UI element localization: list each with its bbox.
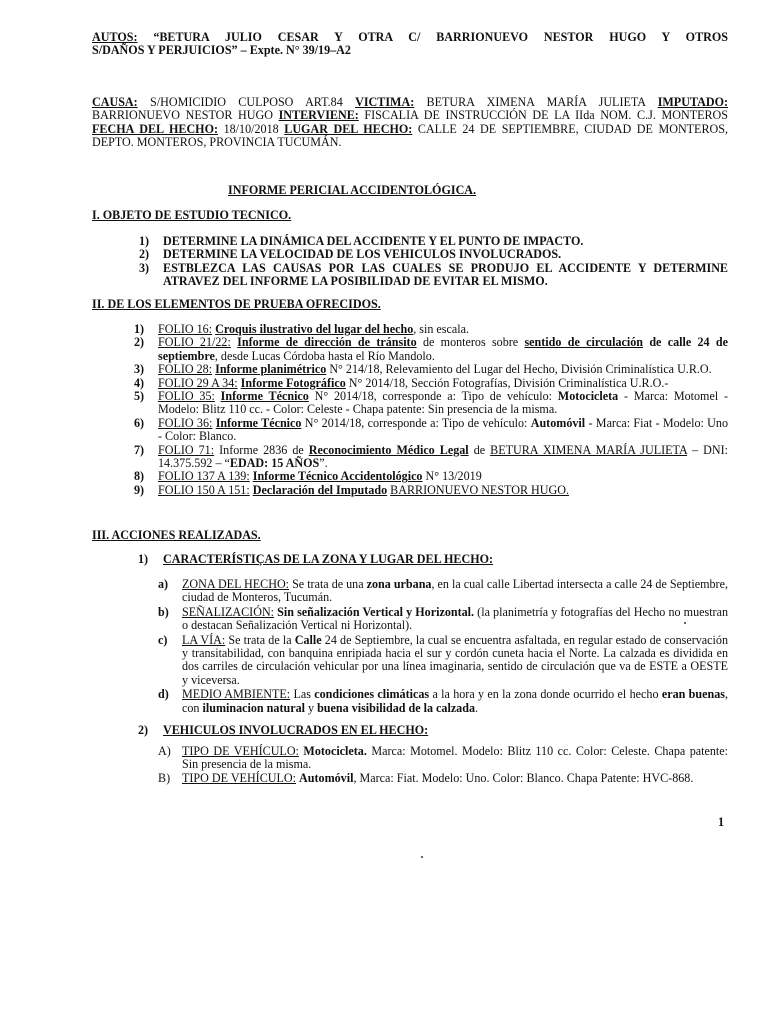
section-2-list xyxy=(134,322,729,497)
list-item: 8) FOLIO 137 A 139: Informe Técnico Accidentológico N° 13/2019 xyxy=(134,469,482,484)
list-item: 4) FOLIO 29 A 34: Informe Fotográfico N° 2014/18, Sección Fotografías, División Criminalística U.R.O.- xyxy=(134,375,669,390)
victima-value: BETURA XIMENA MARÍA JULIETA xyxy=(414,95,646,109)
list-item: 1) DETERMINE LA DINÁMICA DEL ACCIDENTE Y EL PUNTO DE IMPACTO. xyxy=(139,234,584,248)
list-item: c) LA VÍA: Se trata de la Calle 24 de Septiembre, la cual se encuentra asfaltada, en regular estado de conservación y transitabilidad, con banquina enripiada hacia el sur y cordón cuneta hacia el Norte. La calzada es dividida en dos carriles de circulación vehicular por una línea imaginaria, sentido de circulación que va de ESTE a OESTE y viceversa. xyxy=(158,632,728,687)
victima-label: VICTIMA: xyxy=(355,95,415,109)
causa-label: CAUSA: xyxy=(92,95,138,109)
fecha-label: FECHA DEL HECHO: xyxy=(92,121,219,136)
interviene-value: FISCALIA DE INSTRUCCIÓN DE LA IIda NOM. C.J. MONTEROS xyxy=(358,108,729,123)
list-item: 2) DETERMINE LA VELOCIDAD DE LOS VEHICULOS INVOLUCRADOS. xyxy=(139,247,562,262)
scan-speck xyxy=(421,856,423,858)
report-title: INFORME PERICIAL ACCIDENTOLÓGICA. xyxy=(228,183,477,197)
autos-line1: “BETURA JULIO CESAR Y OTRA C/ BARRIONUEVO NESTOR HUGO Y OTROS xyxy=(137,30,728,44)
list-item: A) TIPO DE VEHÍCULO: Motocicleta. Marca: Motomel. Modelo: Blitz 110 cc. Color: Celeste. Chapa patente: Sin presencia de la misma. xyxy=(158,744,728,772)
list-item: 9) FOLIO 150 A 151: Declaración del Imputado BARRIONUEVO NESTOR HUGO. xyxy=(134,482,569,497)
list-item: a) ZONA DEL HECHO: Se trata de una zona urbana, en la cual calle Libertad intersecta a calle 24 de Septiembre, ciudad de Monteros, Tucumán. xyxy=(158,577,728,605)
section-3-heading: III. ACCIONES REALIZADAS. xyxy=(92,528,261,542)
list-item: 7) FOLIO 71: Informe 2836 de Reconocimiento Médico Legal de BETURA XIMENA MARÍA JULIETA – DNI: 14.375.592 – “EDAD: 15 AÑOS”. xyxy=(134,442,728,471)
scan-speck xyxy=(684,622,686,624)
section-1-list xyxy=(139,234,728,289)
section-1-heading: I. OBJETO DE ESTUDIO TECNICO. xyxy=(92,208,292,222)
list-item: 1) FOLIO 16: Croquis ilustrativo del lugar del hecho, sin escala. xyxy=(134,322,469,336)
sub2-number: 2) xyxy=(138,723,149,737)
vehiculos-list xyxy=(158,744,728,785)
list-item: 3) FOLIO 28: Informe planimétrico N° 214/18, Relevamiento del Lugar del Hecho, División Criminalística U.R.O. xyxy=(134,362,712,377)
list-item: 3) ESTBLEZCA LAS CAUSAS POR LAS CUALES SE PRODUJO EL ACCIDENTE Y DETERMINE ATRAVEZ DEL INFORME LA POSIBILIDAD DE EVITAR EL MISMO. xyxy=(139,260,728,289)
expte-number: Expte. N° 39/19–A2 xyxy=(249,43,351,58)
page-number: 1 xyxy=(718,815,725,829)
fecha-value: 18/10/2018 xyxy=(218,121,285,136)
sub2-heading: VEHICULOS INVOLUCRADOS EN EL HECHO: xyxy=(163,723,429,737)
list-item: 2) FOLIO 21/22: Informe de dirección de tránsito de monteros sobre sentido de circulación de calle 24 de septiembre, desde Lucas Córdoba hasta el Río Mandolo. xyxy=(134,335,729,363)
list-item: d) MEDIO AMBIENTE: Las condiciones climáticas a la hora y en la zona donde ocurrido el hecho eran buenas, con iluminacion natural y buena visibilidad de la calzada. xyxy=(158,687,728,715)
interviene-label: INTERVIENE: xyxy=(278,108,359,123)
lugar-label: LUGAR DEL HECHO: xyxy=(284,121,413,136)
list-item: 6) FOLIO 36: Informe Técnico N° 2014/18, corresponde a: Tipo de vehículo: Automóvil - Marca: Fiat - Modelo: Uno - Color: Blanco. xyxy=(134,415,728,444)
sub1-heading: CARACTERÍSTIÇAS DE LA ZONA Y LUGAR DEL HECHO: xyxy=(163,552,494,566)
autos-line2: S/DAÑOS Y PERJUICIOS” – xyxy=(92,43,250,58)
lugar-value: CALLE 24 DE SEPTIEMBRE, CIUDAD DE MONTEROS, DEPTO. MONTEROS, PROVINCIA TUCUMÁN. xyxy=(92,121,728,150)
autos-label: AUTOS: xyxy=(92,30,138,44)
list-item: B) TIPO DE VEHÍCULO: Automóvil, Marca: Fiat. Modelo: Uno. Color: Blanco. Chapa Patente: HVC-868. xyxy=(158,770,694,785)
causa-value: S/HOMICIDIO CULPOSO ART.84 xyxy=(137,95,356,109)
list-item: b) SEÑALIZACIÓN: Sin señalización Vertical y Horizontal. (la planimetría y fotografías del Hecho no muestran o destacan Señalización Vertical ni Horizontal). xyxy=(158,604,728,633)
causa-block xyxy=(92,96,728,150)
list-item: 5) FOLIO 35: Informe Técnico N° 2014/18, corresponde a: Tipo de vehículo: Motocicleta - Marca: Motomel - Modelo: Blitz 110 cc. - Color: Celeste - Chapa patente: Sin presencia de la misma. xyxy=(134,389,729,417)
section-2-heading: II. DE LOS ELEMENTOS DE PRUEBA OFRECIDOS. xyxy=(92,297,381,311)
imputado-label: IMPUTADO: xyxy=(657,95,728,109)
imputado-value: BARRIONUEVO NESTOR HUGO xyxy=(92,108,279,123)
autos-header xyxy=(92,31,728,58)
zona-list xyxy=(158,577,728,715)
sub1-number: 1) xyxy=(138,552,149,566)
